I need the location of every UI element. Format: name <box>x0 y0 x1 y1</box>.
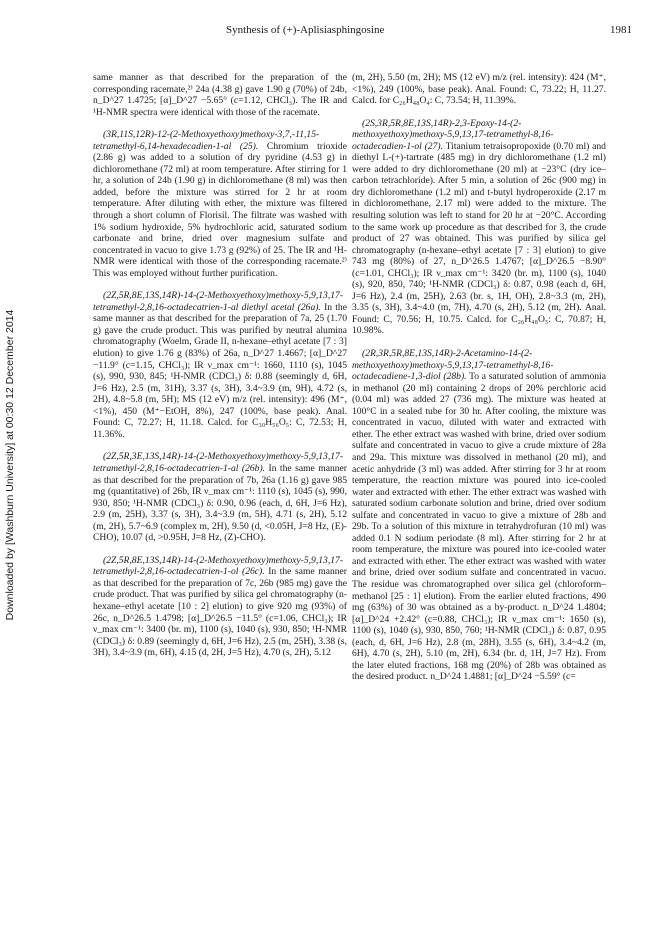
running-header <box>92 24 632 38</box>
page-number: 1981 <box>610 24 632 36</box>
running-title: Synthesis of (+)-Aplisiasphingosine <box>226 24 385 36</box>
paragraph-body: Titanium tetraisopropoxide (0.70 ml) and diethyl L-(+)-tartrate (485 mg) in dry dichloromethane (1.2 ml) were added to dry dichloromethane (20 ml) at −23°C (dry ice–carbon tetrachloride). After 5 min, a solution of 26c (900 mg) in dry dichloromethane (1.2 ml) and t-butyl hydroperoxide (2.17 m in dichloromethane, 2.17 ml) were added to the mixture. The resulting solution was left to stand for 20 hr at −20°C. According to the same work up procedure as that described for 3, the crude product of 27 was obtained. This was purified by silica gel chromatography (n-hexane–ethyl acetate [7 : 3] elution) to give 743 mg (80%) of 27, n_D^26.5 1.4767; [α]_D^26.5 −8.90° (c=1.01, CHCl₃); IR ν_max cm⁻¹: 3420 (br. m), 1100 (s), 1040 (s), 920, 850, 740; ¹H-NMR (CDCl₃) δ: 0.87, 0.98 (each d, 6H, J=6 Hz), 2.4 (m, 25H), 2.63 (br. s, 1H, OH), 2.8~3.3 (m, 2H), 3.35 (s, 3H), 3.4~4.0 (m, 7H), 4.70 (s, 2H), 5.12 (m, 2H). Anal. Found: C, 70.56; H, 10.75. Calcd. for C₂₆H₄₈O₅: C, 70.87; H, 10.98%. <box>352 140 606 337</box>
paragraph <box>93 451 347 543</box>
paragraph-body: In the same manner as that described for the preparation of 7c, 26b (985 mg) gave the crude product. That was purified by silica gel chromatography (n-hexane–ethyl acetate [10 : 2] elution) to give 920 mg (93%) of 26c, n_D^26.5 1.4798; [α]_D^26.5 −11.5° (c=1.06, CHCl₃); IR ν_max cm⁻¹: 3400 (br. m), 1100 (s), 1040 (s), 930, 850; ¹H-NMR (CDCl₃) δ: 0.89 (seemingly d, 6H, J=6 Hz), 2.5 (m, 25H), 3.38 (s, 3H), 3.4~3.9 (m, 6H), 4.15 (d, 2H, J=5 Hz), 4.70 (s, 2H), 5.12 <box>93 566 347 659</box>
paragraph <box>352 118 606 337</box>
paragraph-body: To a saturated solution of ammonia in methanol (20 ml) containing 2 drops of 20% perchloric acid (0.04 ml) was added 27 (736 mg). The mixture was heated at 100°C in a sealed tube for 30 hr. After cooling, the mixture was concentrated in vacuo, diluted with water and extracted with ether. The ether extract was washed with brine, dried over sodium sulfate and concentrated in vacuo to give a crude mixture of 28a and 29a. This mixture was dissolved in methanol (20 ml), and acetic anhydride (3 ml) was added. After stirring for 3 hr at room temperature, the reaction mixture was poured into ice-cooled water and extracted with ether. The ether extract was washed with saturated sodium carbonate solution and brine, dried over sodium sulfate and concentrated in vacuo to give a mixture of 28b and 29b. To a solution of this mixture in tetrahydrofuran (10 ml) was added 0.1 N sodium periodate (8 ml). After stirring for 2 hr at room temperature, the mixture was poured into ice-cooled water and extracted with ether. The ether extract was washed with water and brine, dried over sodium sulfate and concentrated in vacuo. The residue was chromatographed over silica gel (chloroform–methanol [25 : 1] elution). From the earlier eluted fractions, 490 mg (63%) of 30 was obtained as a by-product. n_D^24 1.4804; [α]_D^24 +2.42° (c=0.88, CHCl₃); IR ν_max cm⁻¹: 1650 (s), 1100 (s), 1040 (s), 930, 850, 760; ¹H-NMR (CDCl₃) δ: 0.87, 0.95 (each, d, 6H, J=6 Hz), 2.8 (m, 28H), 3.55 (s, 6H), 3.4~4.2 (m, 6H), 4.70 (s, 2H), 5.10 (m, 2H), 6.34 (br. d, 1H, J=7 Hz). From the later eluted fractions, 168 mg (20%) of 28b was obtained as the desired product. n_D^24 1.4881; [α]_D^24 −5.59° (c= <box>352 371 606 683</box>
compound-title: (2Z,5R,8E,13S,14R)-14-(2-Methoxyethoxy)methoxy-5,9,13,17-tetramethyl-2,8,16-octadecatrien-1-al diethyl acetal (26a). <box>93 290 344 313</box>
paragraph-body: In the same manner as that described for the preparation of 7b, 26a (1.16 g) gave 985 mg (quantitative) of 26b, IR ν_max cm⁻¹: 1110 (s), 1045 (s), 990, 930, 850; ¹H-NMR (CDCl₃) δ: 0.90, 0.96 (each, d, 6H, J=6 Hz), 2.9 (m, 25H), 3.37 (s, 3H), 3.4~3.9 (m, 5H), 4.71 (s, 2H), 5.12 (m, 2H), 5.7~6.9 (complex m, 2H), 9.50 (d, <0.05H, J=8 Hz, (E)-CHO), 10.07 (d, >0.95H, J=8 Hz, (Z)-CHO). <box>93 462 347 544</box>
compound-title: (3R,11S,12R)-12-(2-Methoxyethoxy)methoxy-3,7,-11,15-tetramethyl-6,14-hexadecadien-1-al (25). <box>93 129 320 152</box>
compound-title: (2R,3R,5R,8E,13S,14R)-2-Acetamino-14-(2-methoxyethoxy)methoxy-5,9,13,17-tetramethyl-8,16-octadecadiene-1,3-diol (28b). <box>352 348 554 383</box>
download-watermark <box>2 160 18 770</box>
left-column <box>93 72 347 659</box>
paragraph <box>93 555 347 659</box>
paragraph <box>93 290 347 440</box>
download-notice: Downloaded by [Washburn University] at 00:30 12 December 2014 <box>4 309 16 621</box>
paragraph <box>93 129 347 279</box>
compound-title: (2S,3R,5R,8E,13S,14R)-2,3-Epoxy-14-(2-methoxyethoxy)methoxy-5,9,13,17-tetramethyl-8,16-octadecadien-1-ol (27). <box>352 117 554 152</box>
paragraph-body: In the same manner as that described for the preparation of 7a, 25 (1.70 g) gave the crude product. This was purified by neutral alumina chromatography (Woelm, Grade II, n-hexane–ethyl acetate [7 : 3] elution) to give 1.76 g (83%) of 26a, n_D^27 1.4667; [α]_D^27 −11.9° (c=1.15, CHCl₃); IR ν_max cm⁻¹: 1660, 1110 (s), 1045 (s), 990, 930, 845; ¹H-NMR (CDCl₃) δ: 0.88 (seemingly d, 6H, J=6 Hz), 2.5 (m, 31H), 3.37 (s, 3H), 3.4~3.9 (m, 9H), 4.72 (s, 2H), 4.8~5.8 (m, 5H); MS (12 eV) m/z (rel. intensity): 496 (M⁺, <1%), 450 (M⁺−EtOH, 8%), 247 (100%, base peak). Anal. Found: C, 72.27; H, 11.18. Calcd. for C₃₀H₅₆O₅: C, 72.53; H, 11.36%. <box>93 301 347 440</box>
right-column <box>352 72 606 683</box>
compound-title: (2Z,5R,3E,13S,14R)-14-(2-Methoxyethoxy)methoxy-5,9,13,17-tetramethyl-2,8,16-octadecatrien-1-al (26b). <box>93 451 344 474</box>
paragraph: same manner as that described for the preparation of the corresponding racemate,²⁾ 24a (4.38 g) gave 1.90 g (70%) of 24b, n_D^27 1.4725; [α]_D^27 −5.65° (c=1.12, CHCl₃). The IR and ¹H-NMR spectra were identical with those of the racemate. <box>93 72 347 118</box>
paragraph-body: Chromium trioxide (2.86 g) was added to a solution of dry pyridine (4.53 g) in dichloromethane (72 ml) at room temperature. After stirring for 1 hr, a solution of 24b (1.90 g) in dichloromethane (8 ml) was then added, before the mixture was stirred for 2 hr at room temperature. After diluting with ether, the mixture was filtered through a short column of Florisil. The filtrate was washed with 1% sodium hydroxide, 5% hydrochloric acid, saturated sodium carbonate and brine, dried over magnesium sulfate and concentrated in vacuo to give 1.73 g (92%) of 25. The IR and ¹H-NMR were identical with those of the corresponding racemate.²⁾ This was employed without further purification. <box>93 140 347 279</box>
paragraph <box>352 348 606 683</box>
compound-title: (2Z,5R,8E,13S,14R)-14-(2-Methoxyethoxy)methoxy-5,9,13,17-tetramethyl-2,8,16-octadecatrien-1-ol (26c). <box>93 554 344 578</box>
paragraph: (m, 2H), 5.50 (m, 2H); MS (12 eV) m/z (rel. intensity): 424 (M⁺, <1%), 249 (100%, base peak). Anal. Found: C, 73.22; H, 11.27. Calcd. for C₂₆H₄₈O₄: C, 73.54; H, 11.39%. <box>352 72 606 107</box>
